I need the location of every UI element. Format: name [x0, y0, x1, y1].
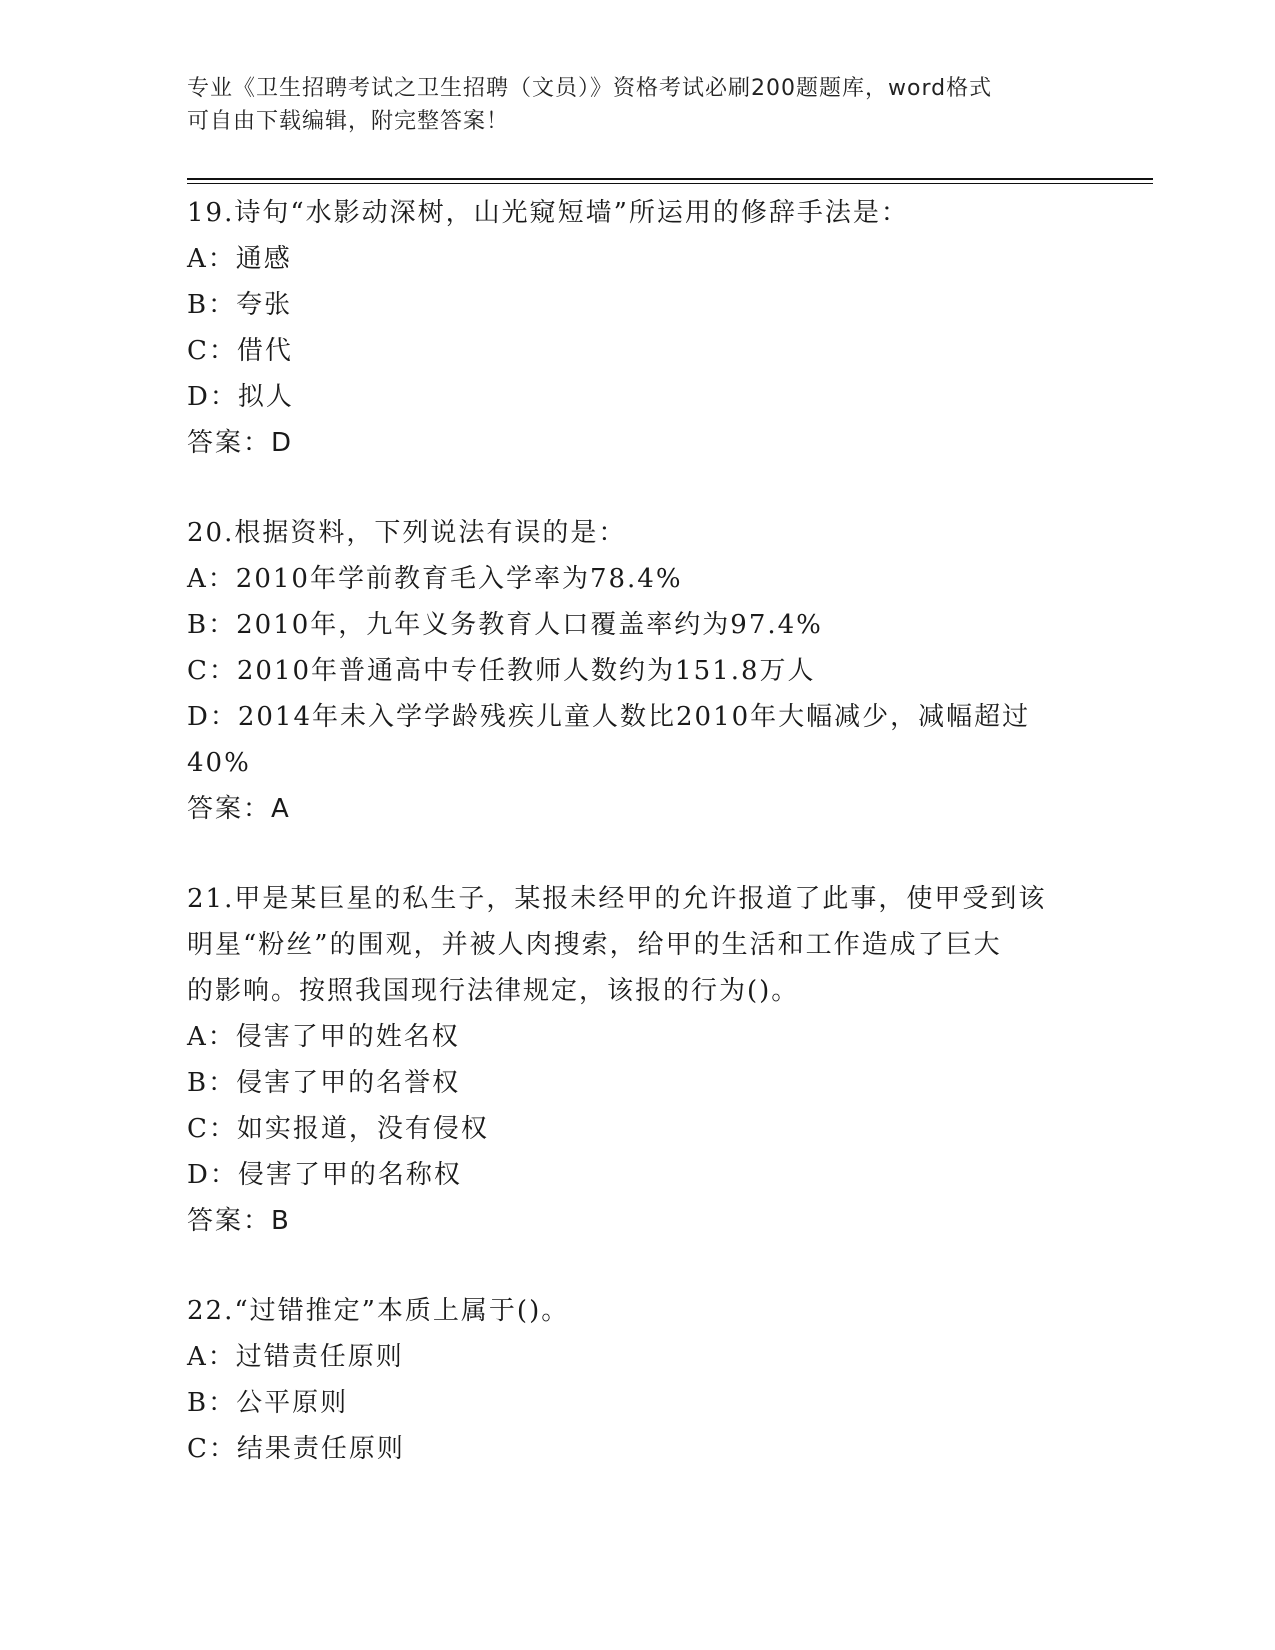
option-a: A：过错责任原则: [187, 1342, 404, 1372]
question-stem-line-1: 21.甲是某巨星的私生子，某报未经甲的允许报道了此事，使甲受到该: [187, 884, 1047, 914]
question-stem: 19.诗句“水影动深树，山光窥短墙”所运用的修辞手法是：: [187, 198, 909, 228]
answer-text: 答案：D: [187, 428, 294, 458]
question-stem-line-2: 明星“粉丝”的围观，并被人肉搜索，给甲的生活和工作造成了巨大: [187, 930, 1002, 960]
header-divider-thin: [187, 183, 1153, 184]
question-21: [187, 876, 1087, 1244]
option-d: D：2014年未入学学龄残疾儿童人数比2010年大幅减少，减幅超过: [187, 702, 1031, 732]
option-c: C：借代: [187, 336, 293, 366]
question-22: [187, 1288, 1087, 1472]
option-b: B：夸张: [187, 290, 293, 320]
document-header: [187, 72, 1087, 138]
option-c: C：2010年普通高中专任教师人数约为151.8万人: [187, 656, 816, 686]
header-line-1: 专业《卫生招聘考试之卫生招聘（文员）》资格考试必刷200题题库，word格式: [187, 76, 993, 101]
question-20: [187, 510, 1087, 832]
option-c: C：如实报道，没有侵权: [187, 1114, 489, 1144]
option-c: C：结果责任原则: [187, 1434, 405, 1464]
question-list: [187, 190, 1087, 1516]
header-divider-thick: [187, 178, 1153, 180]
question-stem: 22.“过错推定”本质上属于()。: [187, 1296, 570, 1326]
option-b: B：侵害了甲的名誉权: [187, 1068, 461, 1098]
question-stem: 20.根据资料，下列说法有误的是：: [187, 518, 627, 548]
answer-text: 答案：A: [187, 794, 291, 824]
question-stem-line-3: 的影响。按照我国现行法律规定，该报的行为()。: [187, 976, 800, 1006]
header-line-2: 可自由下载编辑，附完整答案！: [187, 109, 510, 134]
option-a: A：通感: [187, 244, 292, 274]
answer-text: 答案：B: [187, 1206, 291, 1236]
option-d-continued: 40%: [187, 748, 251, 778]
option-a: A：侵害了甲的姓名权: [187, 1022, 460, 1052]
option-b: B：公平原则: [187, 1388, 349, 1418]
option-b: B：2010年，九年义务教育人口覆盖率约为97.4%: [187, 610, 823, 640]
option-a: A：2010年学前教育毛入学率为78.4%: [187, 564, 683, 594]
option-d: D：侵害了甲的名称权: [187, 1160, 462, 1190]
question-19: [187, 190, 1087, 466]
option-d: D：拟人: [187, 382, 294, 412]
